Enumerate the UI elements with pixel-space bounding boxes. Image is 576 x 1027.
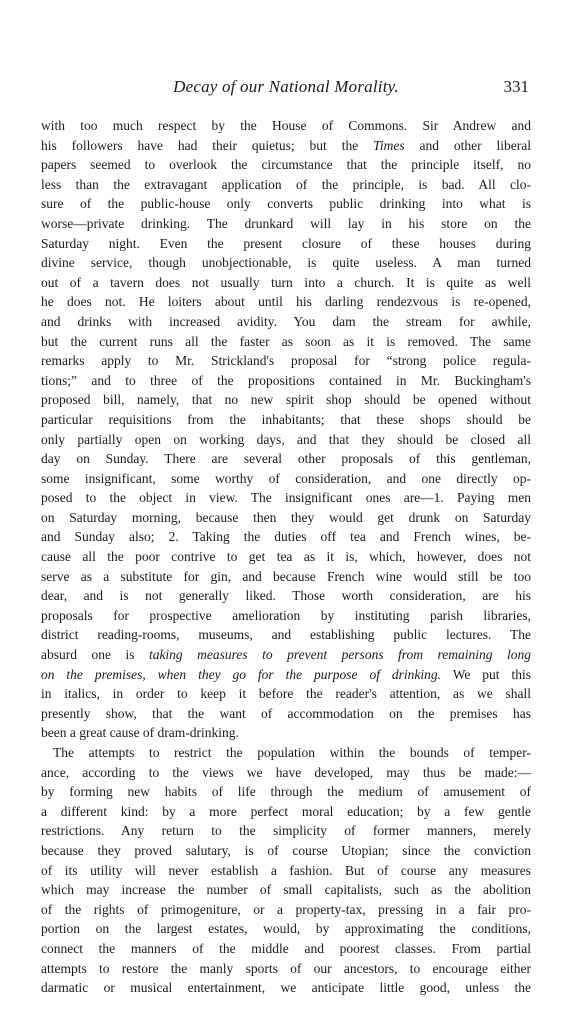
text-line: The attempts to restrict the population within the bounds of temper- [53,745,531,760]
text-line: out of a tavern does not usually turn into a church. It is quite as well [41,274,531,290]
italic-text: on the premises, when they go for the purpose of drinking. [41,666,442,682]
text-line: day on Sunday. There are several other proposals of this gentleman, [41,451,531,467]
text-line: some insignificant, some worthy of consideration, and one directly op- [41,470,531,486]
text-line: less than the extravagant application of the principle, is bad. All clo- [41,176,531,192]
text-line: remarks apply to Mr. Strickland's proposal for “strong police regula- [41,353,531,369]
text-line: particular requisitions from the inhabitants; that these shops should be [41,411,531,427]
text-line: ance, according to the views we have developed, may thus be made:— [41,764,531,780]
body-text [41,116,531,998]
text-line: dear, and is not generally liked. Those worth consideration, are his [41,588,531,604]
text-line: worse—private drinking. The drunkard will lay in his store on the [41,215,531,231]
text-line: he does not. He loiters about until his darling rendezvous is re-opened, [41,294,531,310]
italic-text: Times [373,137,405,153]
text-line: by forming new habits of life through the medium of amusement of [41,784,531,800]
text-line: been a great cause of dram-drinking. [41,725,239,741]
text-line: presently show, that the want of accommodation on the premises has [41,705,531,721]
text-line: and Sunday also; 2. Taking the duties off tea and French wines, be- [41,529,531,545]
text-line: connect the manners of the middle and poorest classes. From partial [41,940,531,956]
text-line: of the rights of primogeniture, or a property-tax, pressing in a fair pro- [41,901,531,917]
text-line: tions;” and to three of the propositions contained in Mr. Buckingham's [41,372,531,388]
text-line: on the premises, when they go for the purpose of drinking. We put this [41,666,531,682]
page-number: 331 [503,77,529,96]
text-line: his followers have had their quietus; but the Times and other liberal [41,137,531,153]
text-line: and drinks with increased avidity. You dam the stream for awhile, [41,313,531,329]
page-header [41,77,531,101]
text-line: proposed bill, namely, that no new spirit shop should be opened without [41,392,531,408]
text-line: but the current runs all the faster as soon as it is removed. The same [41,333,531,349]
text-line: darmatic or musical entertainment, we anticipate little good, unless the [41,980,531,996]
text-line: cause all the poor contrive to get tea as it is, which, however, does not [41,549,531,565]
text-line: sure of the public-house only converts public drinking into what is [41,196,531,212]
text-line: divine service, though unobjectionable, is quite useless. A man turned [41,255,531,271]
text-line: posed to the object in view. The insignificant ones are—1. Paying men [41,490,531,506]
text-line: absurd one is taking measures to prevent persons from remaining long [41,647,532,663]
text-line: attempts to restore the manly sports of our ancestors, to encourage either [41,960,531,976]
text-line: portion on the largest estates, would, by approximating the conditions, [41,921,531,937]
text-line: with too much respect by the House of Commons. Sir Andrew and [41,118,531,133]
running-title: Decay of our National Morality. [173,77,399,96]
text-line: Saturday night. Even the present closure of these houses during [41,235,531,251]
text-line: because they proved salutary, is of course Utopian; since the conviction [41,842,531,858]
text-line: a different kind: by a more perfect moral education; by a few gentle [41,803,531,819]
text-line: serve as a substitute for gin, and because French wine would still be too [41,568,531,584]
text-line: which may increase the number of small capitalists, such as the abolition [41,882,531,898]
italic-text: taking measures to prevent persons from remaining long [148,647,532,663]
text-line: only partially open on working days, and that they should be closed all [41,431,531,447]
text-line: restrictions. Any return to the simplicity of former manners, merely [41,823,531,839]
text-line: of its utility will never establish a fashion. But of course any measures [41,862,531,878]
text-line: in italics, in order to keep it before the reader's attention, as we shall [41,686,531,702]
text-line: on Saturday morning, because then they would get drunk on Saturday [41,509,531,525]
text-line: papers seemed to overlook the circumstance that the principle itself, no [41,157,531,173]
text-line: district reading-rooms, museums, and establishing public lectures. The [41,627,531,643]
text-line: proposals for prospective amelioration by instituting parish libraries, [41,607,531,623]
